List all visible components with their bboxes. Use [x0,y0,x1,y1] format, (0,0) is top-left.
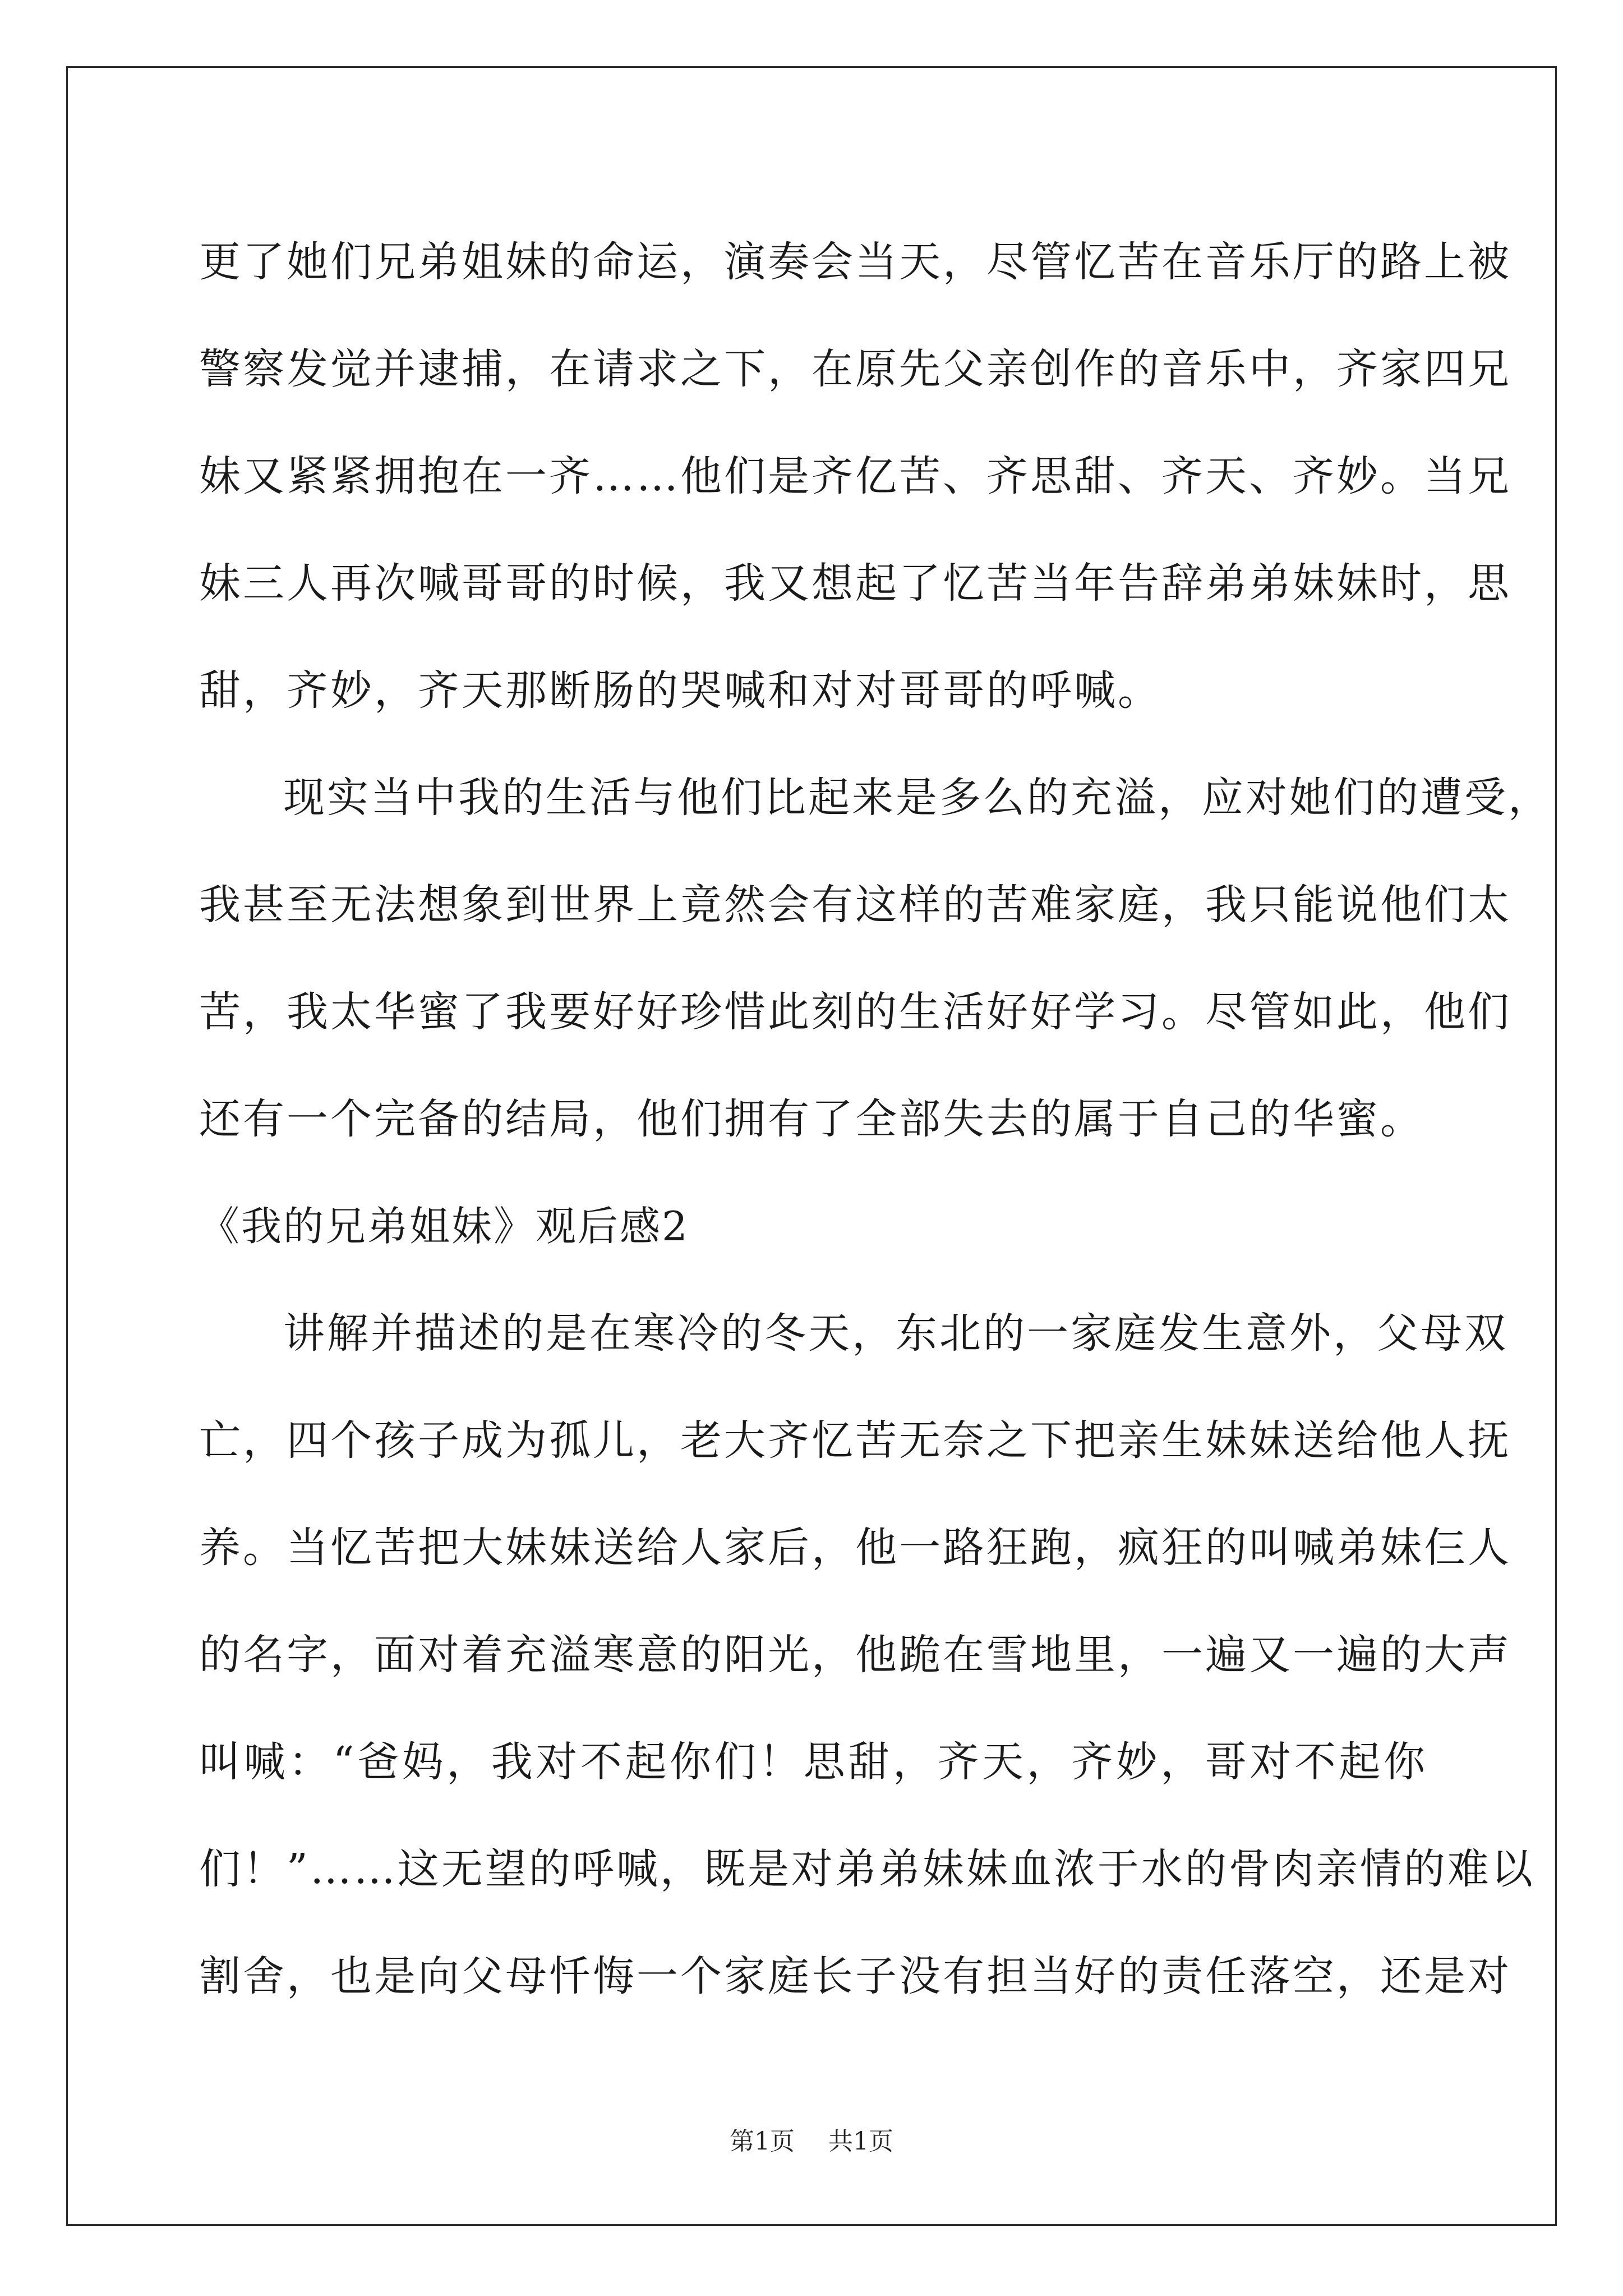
text-line: 的名字，面对着充溢寒意的阳光，他跪在雪地里，一遍又一遍的大声 [199,1631,1511,1679]
text-line: 割舍，也是向父母忏悔一个家庭长子没有担当好的责任落空，还是对 [199,1952,1511,2000]
page-footer [0,2125,1623,2159]
document-body [199,209,1552,2030]
text-line: 更了她们兄弟姐妹的命运，演奏会当天，尽管忆苦在音乐厅的路上被 [199,238,1511,286]
page-number: 第1页 [730,2127,795,2156]
text-line: 甜，齐妙，齐天那断肠的哭喊和对对哥哥的呼喊。 [199,666,1161,715]
text-line: 养。当忆苦把大妹妹送给人家后，他一路狂跑，疯狂的叫喊弟妹仨人 [199,1524,1511,1572]
text-line: 妹三人再次喊哥哥的时候，我又想起了忆苦当年告辞弟弟妹妹时，思 [199,559,1511,608]
text-line: 亡，四个孩子成为孤儿，老大齐忆苦无奈之下把亲生妹妹送给他人抚 [199,1416,1511,1465]
page-total: 共1页 [828,2127,893,2156]
paragraph-2 [199,744,1552,1173]
text-line: 警察发觉并逮捕，在请求之下，在原先父亲创作的音乐中，齐家四兄 [199,345,1511,393]
paragraph-1 [199,209,1511,744]
section-heading: 《我的兄弟姐妹》观后感2 [199,1203,689,1250]
text-line: 苦，我太华蜜了我要好好珍惜此刻的生活好好学习。尽管如此，他们 [199,988,1511,1036]
text-line: 我甚至无法想象到世界上竟然会有这样的苦难家庭，我只能说他们太 [199,881,1511,929]
text-line: 讲解并描述的是在寒冷的冬天，东北的一家庭发生意外，父母双 [283,1309,1508,1358]
text-line: 妹又紧紧拥抱在一齐……他们是齐亿苦、齐思甜、齐天、齐妙。当兄 [199,452,1511,500]
text-line: 叫喊：“爸妈，我对不起你们！思甜，齐天，齐妙，哥对不起你 [199,1738,1427,1786]
text-line: 现实当中我的生活与他们比起来是多么的充溢，应对她们的遭受， [283,774,1552,822]
paragraph-3 [199,1280,1535,2030]
text-line: 们！”……这无望的呼喊，既是对弟弟妹妹血浓于水的骨肉亲情的难以 [199,1845,1535,1893]
text-line: 还有一个完备的结局，他们拥有了全部失去的属于自己的华蜜。 [199,1095,1424,1143]
